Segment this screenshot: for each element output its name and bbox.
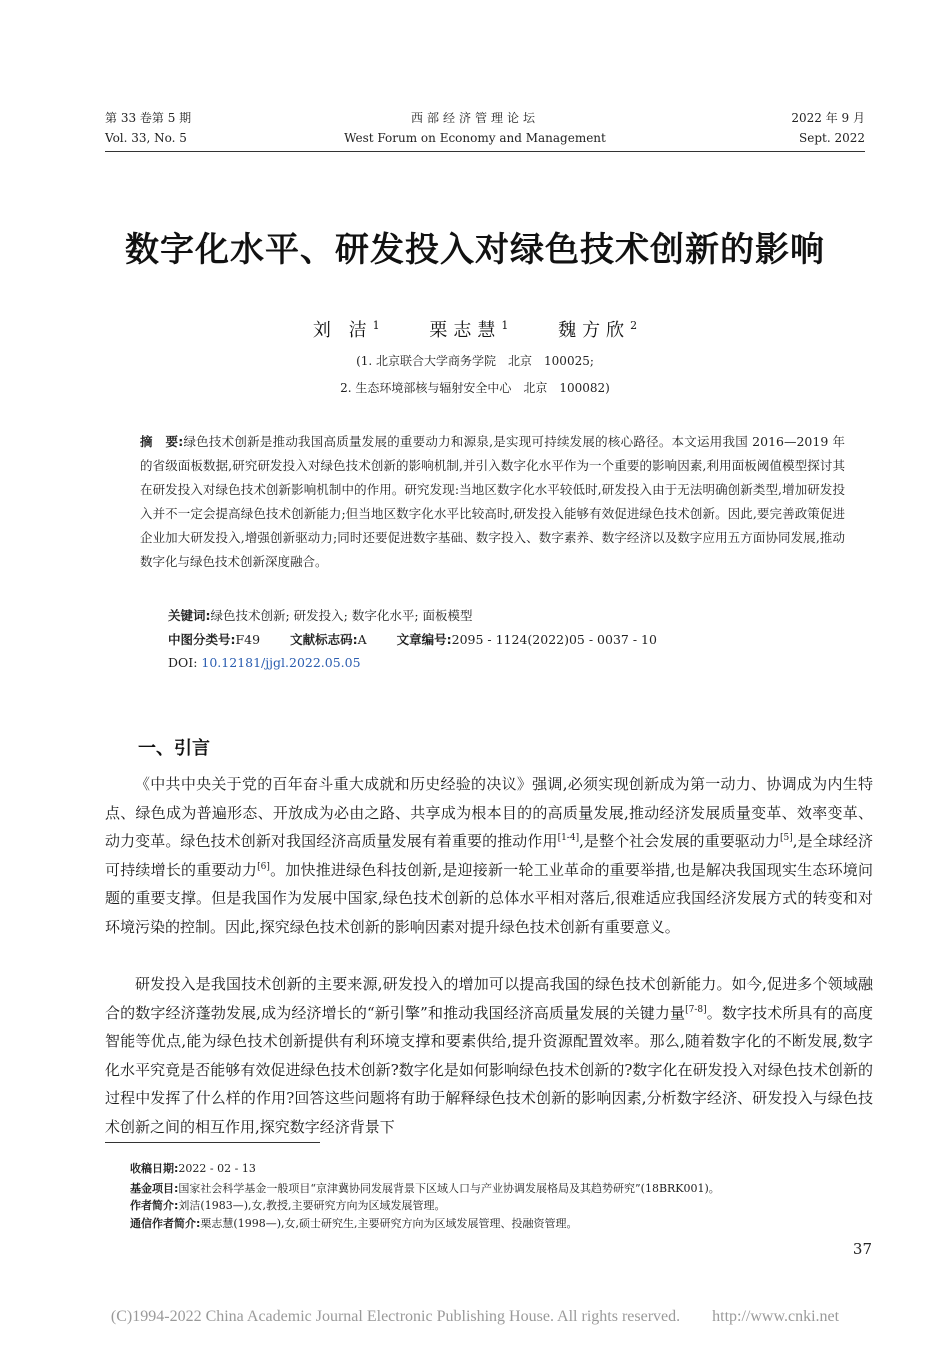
- body-paragraph-2: [105, 970, 873, 1141]
- doc-code-value: A: [357, 632, 367, 647]
- footnote-received: [130, 1160, 256, 1176]
- fund-label: 基金项目:: [130, 1182, 179, 1195]
- body-paragraph-1: [105, 770, 873, 941]
- header-journal-en: West Forum on Economy and Management: [344, 131, 606, 145]
- header-journal-cn: 西部经济管理论坛: [410, 111, 539, 125]
- paragraph-text: 。加快推进绿色科技创新,是迎接新一轮工业革命的重要举措,也是解决我国现实生态环境问题的重要支撑。但是我国作为发展中国家,绿色技术创新的总体水平相对落后,很难适应我国经济发展方式的转变和对环境污染的控制。因此,探究绿色技术创新的影响因素对提升绿色技术创新有重要意义。: [105, 860, 873, 936]
- article-number-label: 文章编号:: [396, 632, 452, 647]
- author-bio-value: 刘洁(1983—),女,教授,主要研究方向为区域发展管理。: [178, 1199, 446, 1212]
- author-bio-label: 作者简介:: [130, 1199, 179, 1212]
- received-label: 收稿日期:: [130, 1162, 179, 1175]
- corresponding-value: 栗志慧(1998—),女,硕士研究生,主要研究方向为区域发展管理、投融资管理。: [200, 1217, 578, 1230]
- keywords-text: 绿色技术创新; 研发投入; 数字化水平; 面板模型: [210, 608, 473, 623]
- paper-title: 数字化水平、研发投入对绿色技术创新的影响: [125, 230, 825, 270]
- article-number-value: 2095 - 1124(2022)05 - 0037 - 10: [451, 632, 657, 647]
- paragraph-text: 《中共中央关于党的百年奋斗重大成就和历史经验的决议》强调,必须实现创新成为第一动力、协调成为内生特点、绿色成为普遍形态、开放成为必由之路、共享成为根本目的的高质量发展,推动经济发展质量变革、效率变革、动力变革。绿色技术创新对我国经济高质量发展有着重要的推动作用: [105, 775, 873, 850]
- footnote-author: [130, 1197, 445, 1213]
- doc-code-label: 文献标志码:: [290, 632, 358, 647]
- paragraph-text: ,是整个社会发展的重要驱动力: [579, 832, 781, 850]
- doi-label: DOI:: [168, 655, 198, 670]
- citation-ref[interactable]: [5]: [780, 833, 793, 843]
- author-1: [313, 320, 380, 341]
- copyright-watermark: (C)1994-2022 China Academic Journal Electronic Publishing House. All rights reserved. http://www.cnki.net: [110, 1308, 840, 1325]
- clc-value: F49: [235, 632, 261, 647]
- author-name: 魏方欣: [558, 320, 631, 341]
- keywords: [168, 606, 473, 624]
- paragraph-text: ,是全球经济可持续增长的重要动力: [105, 832, 873, 879]
- author-name: 栗志慧: [429, 320, 502, 341]
- header-date-en: Sept. 2022: [799, 131, 865, 145]
- classification-line: [168, 630, 657, 648]
- section-heading: 一、引言: [138, 738, 210, 759]
- author-name: 刘 洁: [312, 320, 373, 341]
- affiliation-2: 2. 生态环境部核与辐射安全中心 北京 100082): [340, 381, 610, 395]
- header-date: [791, 108, 865, 148]
- citation-ref[interactable]: [6]: [257, 861, 270, 872]
- clc-label: 中图分类号:: [168, 632, 236, 647]
- header-volume-cn: 第 33 卷第 5 期: [105, 111, 192, 125]
- paragraph-text: 研发投入是我国技术创新的主要来源,研发投入的增加可以提高我国的绿色技术创新能力。如今,促进多个领域融合的数字经济蓬勃发展,成为经济增长的“新引擎”和推动我国经济高质量发展的关键力量: [105, 975, 873, 1022]
- author-3: [558, 320, 637, 341]
- doi-link[interactable]: 10.12181/jjgl.2022.05.05: [201, 655, 361, 670]
- footnote-corresponding: [130, 1215, 577, 1231]
- author-affiliation-mark: 1: [501, 319, 509, 332]
- author-list: [0, 316, 950, 342]
- abstract: [140, 430, 845, 574]
- citation-ref[interactable]: [7-8]: [685, 1004, 707, 1015]
- keywords-label: 关键词:: [168, 608, 211, 623]
- author-affiliation-mark: 1: [372, 319, 380, 332]
- doi-line: [168, 655, 361, 670]
- paragraph-text: 。数字技术所具有的高度智能等优点,能为绿色技术创新提供有利环境支撑和要素供给,提升资源配置效率。那么,随着数字化的不断发展,数字化水平究竟是否能够有效促进绿色技术创新?数字化是如何影响绿色技术创新的?数字化在研发投入对绿色技术创新的过程中发挥了什么样的作用?回答这些问题将有助于解释绿色技术创新的影响因素,分析数字经济、研发投入与绿色技术创新之间的相互作用,探究数字经济背景下: [105, 1003, 873, 1136]
- author-2: [429, 320, 508, 341]
- header-divider: [105, 151, 865, 152]
- fund-value: 国家社会科学基金一般项目“京津冀协同发展背景下区域人口与产业协调发展格局及其趋势研究”(18BRK001)。: [178, 1182, 720, 1195]
- abstract-text: 绿色技术创新是推动我国高质量发展的重要动力和源泉,是实现可持续发展的核心路径。本文运用我国 2016—2019 年的省级面板数据,研究研发投入对绿色技术创新的影响机制,并引入数字化水平作为一个重要的影响因素,利用面板阈值模型探讨其在研发投入对绿色技术创新影响机制中的作用。研究发现:当地区数字化水平较低时,研发投入由于无法明确创新类型,增加研发投入并不一定会提高绿色技术创新能力;但当地区数字化水平比较高时,研发投入能够有效促进绿色技术创新。因此,要完善政策促进企业加大研发投入,增强创新驱动力;同时还要促进数字基础、数字投入、数字素养、数字经济以及数字应用五方面协同发展,推动数字化与绿色技术创新深度融合。: [140, 434, 845, 569]
- corresponding-label: 通信作者简介:: [130, 1217, 201, 1230]
- footnote-fund: [130, 1180, 720, 1196]
- header-date-cn: 2022 年 9 月: [791, 111, 865, 125]
- affiliation-1: (1. 北京联合大学商务学院 北京 100025;: [356, 354, 594, 368]
- citation-ref[interactable]: [1-4]: [557, 833, 580, 843]
- page-number: 37: [852, 1240, 872, 1258]
- header-volume-en: Vol. 33, No. 5: [105, 131, 187, 145]
- footnote-divider: [105, 1142, 320, 1143]
- abstract-label: 摘 要:: [140, 434, 184, 449]
- received-value: 2022 - 02 - 13: [178, 1162, 256, 1175]
- author-affiliation-mark: 2: [630, 319, 638, 332]
